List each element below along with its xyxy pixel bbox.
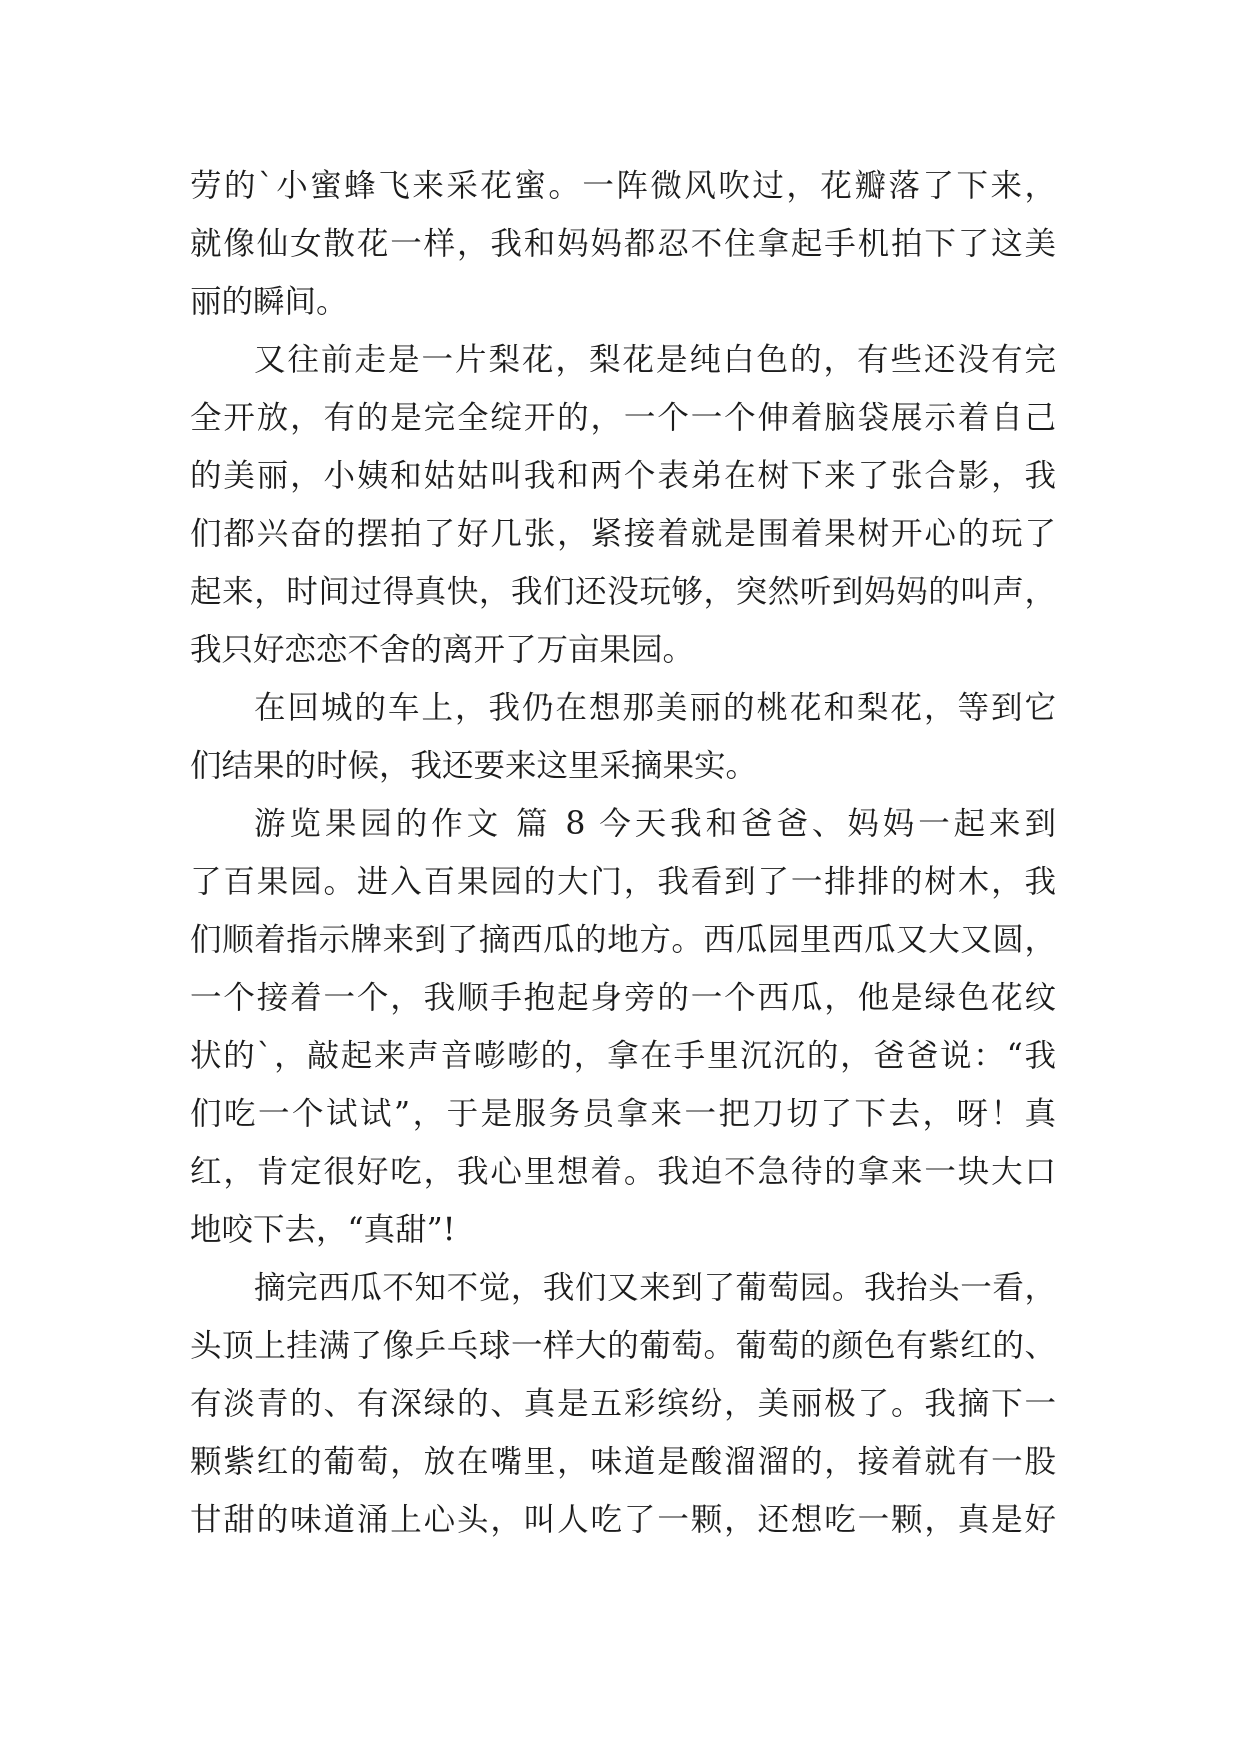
text-line: 起来，时间过得真快，我们还没玩够，突然听到妈妈的叫声， — [190, 574, 1056, 610]
essay-body — [190, 157, 1056, 1549]
text-line: 在回城的车上，我仍在想那美丽的桃花和梨花，等到它 — [254, 690, 1056, 726]
text-line: 又往前走是一片梨花，梨花是纯白色的，有些还没有完 — [254, 342, 1056, 378]
text-line: 劳的`小蜜蜂飞来采花蜜。一阵微风吹过，花瓣落了下来， — [190, 168, 1056, 204]
text-line: 的美丽，小姨和姑姑叫我和两个表弟在树下来了张合影，我 — [190, 458, 1056, 494]
text-line: 们吃一个试试”，于是服务员拿来一把刀切了下去，呀！真 — [190, 1096, 1056, 1132]
text-line: 就像仙女散花一样，我和妈妈都忍不住拿起手机拍下了这美 — [190, 226, 1056, 262]
text-line: 状的`，敲起来声音嘭嘭的，拿在手里沉沉的，爸爸说：“我 — [190, 1038, 1056, 1074]
text-line: 全开放，有的是完全绽开的，一个一个伸着脑袋展示着自己 — [190, 400, 1056, 436]
text-line: 红，肯定很好吃，我心里想着。我迫不急待的拿来一块大口 — [190, 1154, 1056, 1190]
text-line: 颗紫红的葡萄，放在嘴里，味道是酸溜溜的，接着就有一股 — [190, 1444, 1056, 1480]
text-line: 丽的瞬间。 — [190, 284, 348, 320]
text-line: 了百果园。进入百果园的大门，我看到了一排排的树木，我 — [190, 864, 1056, 900]
text-line: 有淡青的、有深绿的、真是五彩缤纷，美丽极了。我摘下一 — [190, 1386, 1056, 1422]
text-line: 摘完西瓜不知不觉，我们又来到了葡萄园。我抬头一看， — [254, 1270, 1056, 1306]
text-line: 们结果的时候，我还要来这里采摘果实。 — [190, 748, 758, 784]
text-line: 们顺着指示牌来到了摘西瓜的地方。西瓜园里西瓜又大又圆， — [190, 922, 1056, 958]
text-line: 甘甜的味道涌上心头，叫人吃了一颗，还想吃一颗，真是好 — [190, 1502, 1056, 1538]
text-line: 们都兴奋的摆拍了好几张，紧接着就是围着果树开心的玩了 — [190, 516, 1056, 552]
text-line: 我只好恋恋不舍的离开了万亩果园。 — [190, 632, 695, 668]
text-line: 头顶上挂满了像乒乓球一样大的葡萄。葡萄的颜色有紫红的、 — [190, 1328, 1056, 1364]
text-line: 地咬下去，“真甜”! — [190, 1212, 456, 1248]
text-line: 游览果园的作文 篇 8 今天我和爸爸、妈妈一起来到 — [254, 806, 1056, 842]
text-line: 一个接着一个，我顺手抱起身旁的一个西瓜，他是绿色花纹 — [190, 980, 1056, 1016]
